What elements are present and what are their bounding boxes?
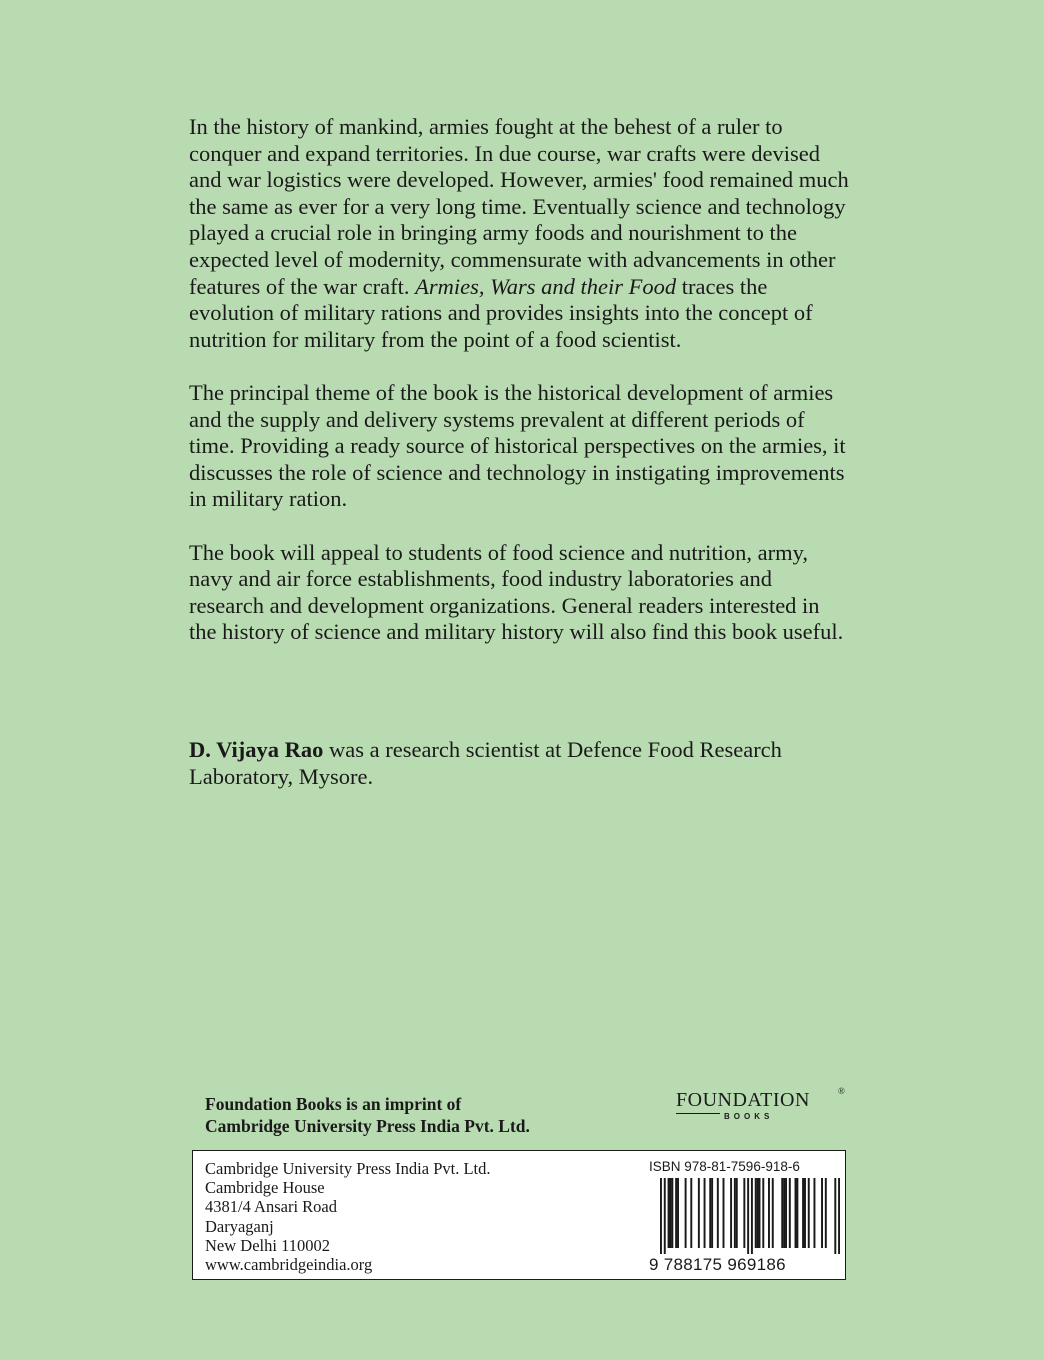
barcode-bar [730, 1178, 732, 1248]
barcode-bar [723, 1178, 725, 1248]
barcode-bar [757, 1178, 759, 1248]
barcode-bar [796, 1178, 798, 1248]
isbn-label: ISBN 978-81-7596-918-6 [649, 1159, 800, 1174]
address-line: New Delhi 110002 [205, 1235, 330, 1255]
blurb-p1-text-end: traces the evolution of military rations and provides insights into the concept of nutrition for military from the point of a food scientist. [189, 273, 813, 352]
book-title-italic: Armies, Wars and their Food [415, 273, 677, 299]
barcode-bar [734, 1178, 736, 1248]
barcode [648, 1178, 840, 1254]
author-name: D. Vijaya Rao [189, 737, 324, 762]
barcode-bar [808, 1178, 810, 1248]
barcode-bar [660, 1178, 662, 1254]
barcode-bar [834, 1178, 836, 1254]
barcode-bar [768, 1178, 770, 1248]
address-box [192, 1150, 846, 1280]
author-bio-text: was a research scientist at Defence Food Research Laboratory, Mysore. [189, 737, 782, 789]
barcode-bar [709, 1178, 711, 1248]
logo-subtitle: BOOKS [724, 1112, 774, 1121]
barcode-bar [736, 1178, 738, 1248]
blurb [189, 114, 849, 672]
barcode-bar [789, 1178, 791, 1248]
blurb-paragraph-1 [189, 114, 849, 353]
author-bio [189, 737, 849, 790]
barcode-bar [747, 1178, 749, 1254]
barcode-bar [690, 1178, 692, 1248]
barcode-bar [781, 1178, 783, 1248]
barcode-bar [783, 1178, 785, 1248]
imprint-line-1: Foundation Books is an imprint of [205, 1094, 462, 1114]
address-line: Daryaganj [205, 1216, 274, 1236]
imprint-line-2: Cambridge University Press India Pvt. Ltd. [205, 1116, 530, 1136]
registered-mark: ® [838, 1086, 845, 1096]
blurb-p1-text: In the history of mankind, armies fought at the behest of a ruler to conquer and expand territories. In due course, war crafts were devised and war logistics were developed. However, armies' food remained much the same as ever for a very long time. Eventually science and technology played a crucial role in bringing army foods and nourishment to the expected level of modernity, commensurate with advancements in other features of the war craft. [189, 114, 849, 299]
barcode-bar [762, 1178, 764, 1248]
barcode-digits: 9 788175 969186 [649, 1255, 786, 1274]
barcode-bar [751, 1178, 753, 1254]
barcode-bar [785, 1178, 787, 1248]
barcode-bar [675, 1178, 677, 1248]
address-website: www.cambridgeindia.org [205, 1255, 373, 1275]
address-line: Cambridge House [205, 1178, 325, 1198]
publisher-logo [676, 1088, 846, 1128]
imprint-note [205, 1093, 530, 1137]
barcode-bar [698, 1178, 700, 1248]
barcode-bar [677, 1178, 679, 1248]
barcode-bar [838, 1178, 840, 1254]
barcode-bar [772, 1178, 774, 1248]
barcode-bar [717, 1178, 719, 1248]
barcode-bar [802, 1178, 804, 1248]
address-line: 4381/4 Ansari Road [205, 1197, 337, 1217]
barcode-bar [704, 1178, 706, 1248]
publisher-address [205, 1159, 491, 1274]
barcode-bar [685, 1178, 687, 1248]
address-line: Cambridge University Press India Pvt. Ltd. [205, 1159, 491, 1178]
barcode-bar [795, 1178, 797, 1248]
barcode-bar [825, 1178, 827, 1248]
barcode-bar [759, 1178, 761, 1248]
barcode-bar [743, 1178, 745, 1248]
barcode-bar [668, 1178, 670, 1248]
barcode-bar [711, 1178, 713, 1248]
barcode-bar [804, 1178, 806, 1248]
logo-rule [676, 1113, 720, 1114]
logo-wordmark: FOUNDATION [676, 1089, 810, 1111]
barcode-bar [664, 1178, 666, 1254]
barcode-bar [813, 1178, 815, 1248]
blurb-paragraph-3: The book will appeal to students of food science and nutrition, army, navy and air force establishments, food industry laboratories and research and development organizations. General readers interested in the history of science and military history will also find this book useful. [189, 539, 844, 645]
blurb-paragraph-2: The principal theme of the book is the historical development of armies and the supply and delivery systems prevalent at different periods of time. Providing a ready source of historical perspectives on the armies, it discusses the role of science and technology in instigating improvements in military ration. [189, 379, 846, 512]
barcode-bar [755, 1178, 757, 1248]
barcode-bar [671, 1178, 673, 1248]
barcode-bar [821, 1178, 823, 1248]
barcode-bar [669, 1178, 671, 1248]
